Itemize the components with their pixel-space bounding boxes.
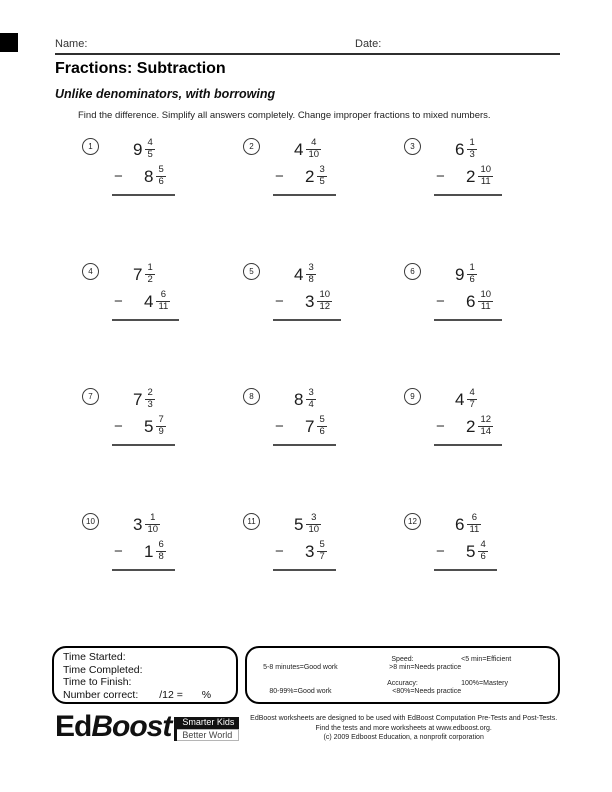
logo-boost-text: Boost [91,710,172,743]
problem-body [112,386,175,446]
minuend-fraction [467,263,476,286]
subtrahend-whole: 5 [144,416,154,436]
edboost-logo [55,710,239,744]
problem [82,136,243,261]
fraction-denominator: 6 [158,176,164,187]
time-tracking-box [52,646,238,704]
fraction-denominator: 10 [308,524,320,535]
fraction-denominator: 5 [319,176,325,187]
tagline-better-world: Better World [177,729,239,742]
problem-number-circle: 12 [404,513,421,530]
fraction-numerator: 3 [308,262,314,274]
fraction-numerator: 7 [158,414,164,426]
minus-sign: − [114,418,123,435]
minuend-fraction [467,388,476,411]
minuend [294,136,327,163]
problem [82,511,243,636]
problem-number-circle: 5 [243,263,260,280]
minuend [294,511,327,538]
problem-body [434,136,502,196]
footer-line-2: Find the tests and more worksheets at www.edboost.org. [315,724,492,732]
subtrahend [275,538,327,565]
minus-sign: − [275,293,284,310]
fraction-numerator: 1 [469,262,475,274]
minuend [133,136,166,163]
subtrahend-whole: 1 [144,541,154,561]
fraction-numerator: 10 [480,289,492,301]
page-title: Fractions: Subtraction [55,60,226,77]
subtrahend-whole: 7 [305,416,315,436]
fraction-numerator: 5 [319,414,325,426]
fraction-denominator: 11 [480,176,491,187]
fraction-numerator: 3 [306,513,321,525]
subtrahend [275,163,327,190]
problem-body [273,261,341,321]
minuend [133,386,166,413]
minuend-whole: 9 [133,139,143,159]
speed-needs-practice: >8 min=Needs practice [389,663,462,671]
subtrahend-fraction [156,165,165,188]
footer-text [239,714,560,744]
footer [55,710,560,744]
subtrahend-fraction [317,165,326,188]
problem-number-circle: 4 [82,263,99,280]
problem-number-circle: 8 [243,388,260,405]
date-label: Date: [355,38,382,50]
subtrahend [436,413,493,440]
minus-sign: − [436,543,445,560]
problem [404,386,565,511]
minuend [133,511,166,538]
minuend [294,261,332,288]
subtrahend-whole: 5 [466,541,476,561]
subtrahend-fraction [478,540,487,563]
subtrahend-whole: 8 [144,166,154,186]
minus-sign: − [436,293,445,310]
minus-sign: − [114,293,123,310]
subtrahend [436,538,488,565]
problems-grid [82,136,582,636]
fraction-numerator: 5 [158,164,164,176]
number-correct-line [63,689,230,702]
minus-sign: − [436,168,445,185]
problem [243,386,404,511]
fraction-denominator: 10 [308,149,320,160]
minuend [455,136,493,163]
percent-sign: % [201,688,212,701]
fraction-numerator: 10 [319,289,331,301]
scan-mark [0,33,18,52]
minuend-fraction [306,513,321,536]
problem [404,261,565,386]
fraction-numerator: 5 [319,539,325,551]
speed-good-work: 5-8 minutes=Good work [263,663,338,671]
minuend-fraction [306,263,315,286]
minuend-whole: 4 [294,139,304,159]
minuend-fraction [145,388,154,411]
minus-sign: − [114,168,123,185]
minus-sign: − [275,543,284,560]
minuend-whole: 6 [455,514,465,534]
minuend-whole: 6 [455,139,465,159]
fraction-numerator: 12 [480,414,492,426]
fraction-denominator: 5 [147,149,153,160]
fraction-numerator: 2 [147,387,153,399]
minuend [455,261,493,288]
fraction-numerator: 1 [145,513,160,525]
subtrahend-fraction [478,165,493,188]
minuend-whole: 9 [455,264,465,284]
speed-rubric [257,656,548,671]
minuend-whole: 4 [294,264,304,284]
minuend-fraction [306,388,315,411]
minuend-fraction [306,138,321,161]
fraction-numerator: 3 [308,387,314,399]
speed-efficient: <5 min=Efficient [461,655,512,663]
minus-sign: − [436,418,445,435]
subtrahend-fraction [317,290,332,313]
fraction-denominator: 6 [319,426,325,437]
subtrahend-fraction [156,290,170,313]
fraction-denominator: 7 [319,551,325,562]
subtrahend-whole: 2 [466,416,476,436]
fraction-denominator: 9 [158,426,164,437]
subtrahend [436,163,493,190]
subtrahend-fraction [317,415,326,438]
footer-line-1: EdBoost worksheets are designed to be used with EdBoost Computation Pre-Tests and Post-Tests. [250,715,558,722]
instructions: Find the difference. Simplify all answers completely. Change improper fractions to mixed numbers. [78,110,491,121]
number-correct-label: Number correct: [63,688,139,701]
fraction-denominator: 8 [158,551,164,562]
minuend-fraction [467,138,476,161]
subtrahend-whole: 3 [305,291,315,311]
fraction-denominator: 3 [469,149,475,160]
minus-sign: − [114,543,123,560]
subtrahend-fraction [156,540,165,563]
score-box [52,646,560,704]
problem [243,511,404,636]
fraction-numerator: 4 [469,387,475,399]
subtrahend [114,163,166,190]
number-correct-denominator: /12 = [159,688,183,701]
fraction-denominator: 10 [147,524,159,535]
problem [82,261,243,386]
problem [404,136,565,261]
page-subtitle: Unlike denominators, with borrowing [55,87,276,101]
problem-number-circle: 3 [404,138,421,155]
time-to-finish-label: Time to Finish: [63,676,132,689]
fraction-numerator: 6 [156,290,170,302]
accuracy-needs-practice: <80%=Needs practice [392,688,462,696]
subtrahend-fraction [478,415,493,438]
subtrahend-whole: 3 [305,541,315,561]
problem-number-circle: 10 [82,513,99,530]
fraction-denominator: 6 [480,551,486,562]
fraction-denominator: 2 [147,274,153,285]
time-started-label: Time Started: [63,651,126,663]
subtrahend-fraction [156,415,165,438]
subtrahend [275,413,327,440]
fraction-denominator: 3 [147,399,153,410]
accuracy-header: Accuracy: [387,680,418,688]
minus-sign: − [275,168,284,185]
subtrahend-whole: 2 [305,166,315,186]
problem-number-circle: 6 [404,263,421,280]
minuend-whole: 8 [294,389,304,409]
problem-body [434,511,497,571]
problem [404,511,565,636]
problem-number-circle: 7 [82,388,99,405]
name-date-row [55,38,560,55]
tagline-smarter-kids: Smarter Kids [177,717,239,729]
problem-number-circle: 9 [404,388,421,405]
fraction-numerator: 4 [306,138,321,150]
subtrahend-whole: 2 [466,166,476,186]
fraction-numerator: 1 [147,262,153,274]
rubric-box [245,646,560,704]
problem-body [273,386,336,446]
subtrahend-fraction [317,540,326,563]
problem-number-circle: 1 [82,138,99,155]
minuend [133,261,170,288]
fraction-numerator: 4 [480,539,486,551]
problem-number-circle: 11 [243,513,260,530]
problem-body [112,511,175,571]
problem-body [273,511,336,571]
problem [243,136,404,261]
fraction-denominator: 6 [469,274,475,285]
accuracy-good-work: 80-99%=Good work [269,688,332,696]
problem [82,386,243,511]
fraction-denominator: 7 [469,399,475,410]
subtrahend-whole: 6 [466,291,476,311]
accuracy-mastery: 100%=Mastery [461,680,509,688]
fraction-denominator: 12 [319,301,331,312]
minus-sign: − [275,418,284,435]
minuend-fraction [145,138,154,161]
minuend-whole: 7 [133,264,143,284]
problem-number-circle: 2 [243,138,260,155]
problem-body [112,261,179,321]
subtrahend [275,288,332,315]
footer-line-3: (c) 2009 Edboost Education, a nonprofit corporation [323,734,484,741]
minuend-fraction [145,263,154,286]
fraction-denominator: 8 [308,274,314,285]
subtrahend [114,413,166,440]
subtrahend-fraction [478,290,493,313]
fraction-denominator: 11 [469,524,480,535]
fraction-numerator: 1 [469,137,475,149]
fraction-numerator: 4 [147,137,153,149]
fraction-numerator: 10 [480,164,492,176]
fraction-denominator: 14 [480,426,492,437]
logo-ed-text: Ed [55,710,92,743]
problem-body [434,386,502,446]
problem-body [273,136,336,196]
fraction-denominator: 4 [308,399,314,410]
minuend-fraction [467,513,481,536]
speed-header: Speed: [391,655,414,663]
minuend [294,386,327,413]
subtrahend [114,288,170,315]
minuend-whole: 7 [133,389,143,409]
problem-body [434,261,502,321]
subtrahend-whole: 4 [144,291,154,311]
problem-body [112,136,175,196]
fraction-numerator: 3 [319,164,325,176]
accuracy-rubric [257,680,548,695]
minuend-whole: 3 [133,514,143,534]
minuend-whole: 4 [455,389,465,409]
fraction-denominator: 11 [158,301,169,312]
time-completed-label: Time Completed: [63,663,143,676]
subtrahend [436,288,493,315]
name-label: Name: [55,38,88,50]
minuend-whole: 5 [294,514,304,534]
problem [243,261,404,386]
fraction-numerator: 6 [467,513,481,525]
fraction-denominator: 11 [480,301,491,312]
minuend [455,386,493,413]
fraction-numerator: 6 [158,539,164,551]
subtrahend [114,538,166,565]
logo-tagline [174,717,239,741]
minuend-fraction [145,513,160,536]
minuend [455,511,488,538]
